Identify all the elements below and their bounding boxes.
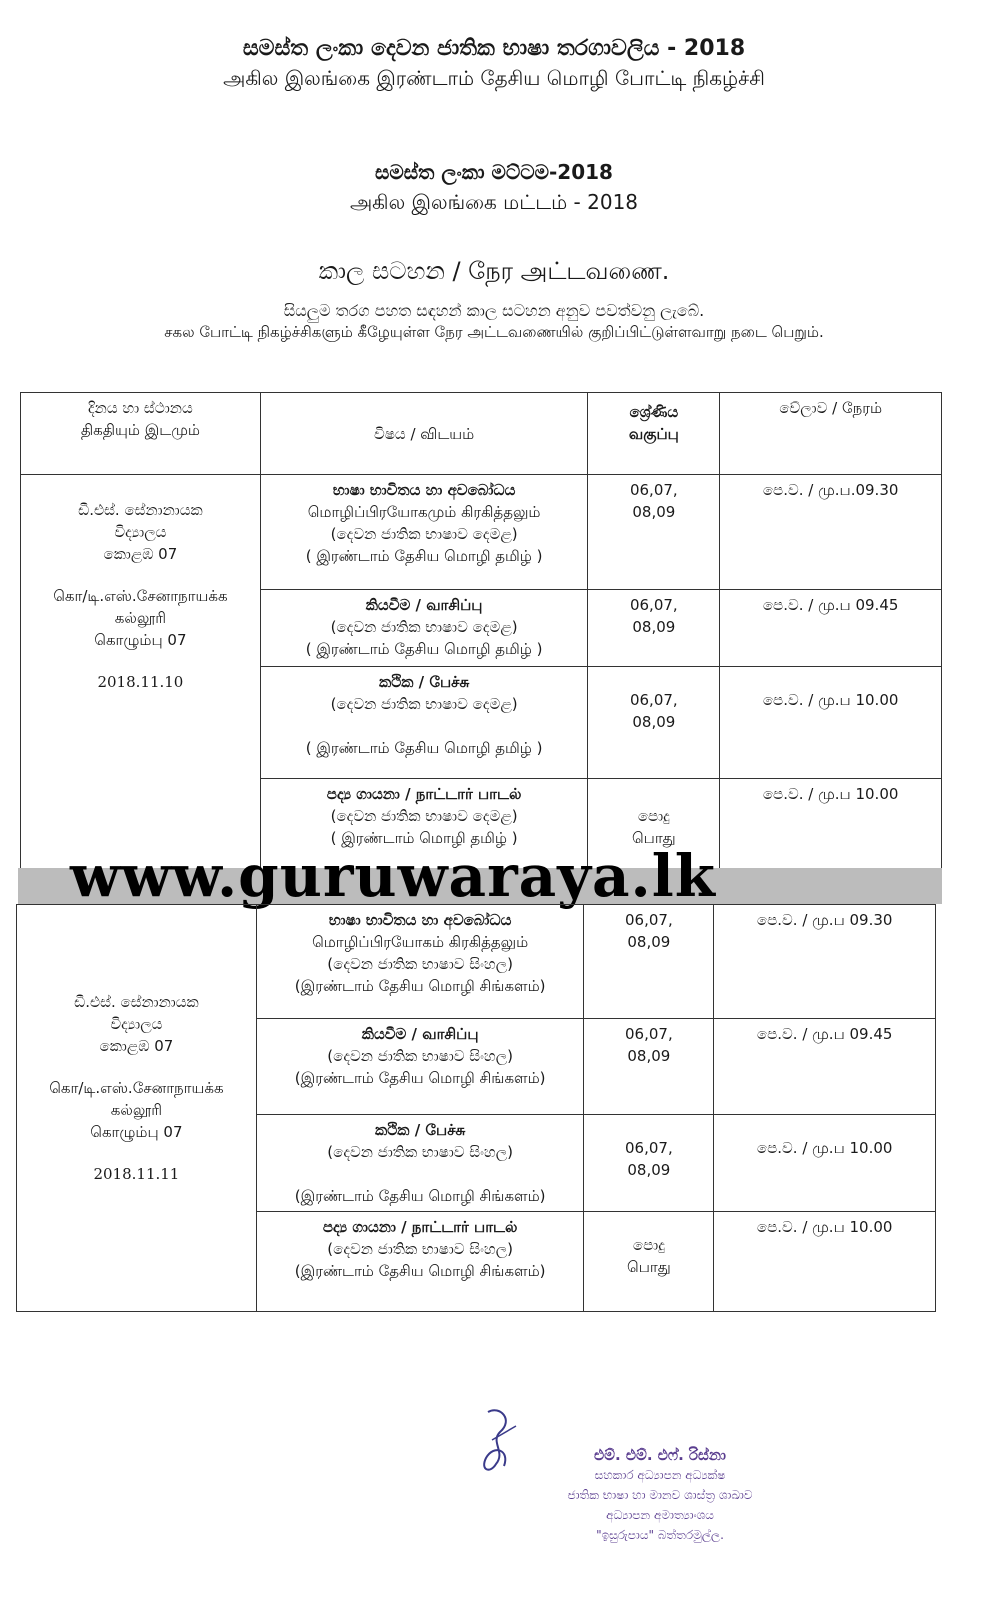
subject-cell: භාෂා භාවිතය හා අවබෝධය மொழிப்பிரயோகமும் கிரகித்தலும் (දෙවන ජාතික භාෂාව දෙමළ) ( இரண்டாம் தேசிய மொழி தமிழ் ) — [260, 475, 588, 590]
schedule-table-day2 — [16, 904, 936, 1312]
level-tamil: அகில இலங்கை மட்டம் - 2018 — [349, 190, 639, 214]
note-sinhala: සියලුම තරග පහත සඳහන් කාල සටහන අනුව පවත්වනු ලැබේ. — [283, 301, 705, 320]
venue-date: 2018.11.10 — [97, 673, 184, 691]
subject-cell: පද්‍ය ගායනා / நாட்டார் பாடல் (දෙවන ජාතික භාෂාව සිංහල) (இரண்டாம் தேசிய மொழி சிங்களம்) — [256, 1212, 584, 1312]
table-row — [17, 905, 936, 1019]
subject-cell: කියවීම / வாசிப்பு (දෙවන ජාතික භාෂාව සිංහල) (இரண்டாம் தேசிய மொழி சிங்களம்) — [256, 1019, 584, 1115]
grade-cell: 06,07, 08,09 — [584, 905, 714, 1019]
header-date-venue: දිනය හා ස්ථානය திகதியும் இடமும் — [21, 393, 261, 475]
timetable-heading: කාල සටහන / நேர அட்டவணை. — [318, 257, 670, 285]
table-row — [21, 475, 942, 590]
subject-cell: කථික / பேச்சு (දෙවන ජාතික භාෂාව සිංහල) (இரண்டாம் தேசிய மொழி சிங்களம்) — [256, 1115, 584, 1212]
venue-date: 2018.11.11 — [93, 1165, 180, 1183]
table-header-row — [21, 393, 942, 475]
subject-cell: කථික / பேச்சு (දෙවන ජාතික භාෂාව දෙමළ) ( இரண்டாம் தேசிய மொழி தமிழ் ) — [260, 667, 588, 779]
header-subject: විෂය / விடயம் — [260, 393, 588, 475]
time-cell: පෙ.ව. / மு.ப 10.00 — [720, 779, 942, 869]
grade-cell: 06,07, 08,09 — [588, 590, 720, 667]
grade-cell: පොදු பொது — [584, 1212, 714, 1312]
grade-cell: 06,07, 08,09 — [588, 667, 720, 779]
time-cell: පෙ.ව. / மு.ப 10.00 — [720, 667, 942, 779]
header-grade: ශ්‍රේණිය வகுப்பு — [588, 393, 720, 475]
title-sinhala: සමස්ත ලංකා දෙවන ජාතික භාෂා තරගාවලිය - 2018 — [242, 36, 746, 61]
level-sinhala: සමස්ත ලංකා මට්ටම-2018 — [375, 160, 613, 184]
time-cell: පෙ.ව. / மு.ப 09.30 — [714, 905, 936, 1019]
signatory-name: එම්. එම්. එෆ්. රිස්නා — [594, 1446, 726, 1464]
signatory-address: "ඉසුරුපාය" බත්තරමුල්ල. — [596, 1528, 724, 1542]
time-cell: පෙ.ව. / மு.ப.09.30 — [720, 475, 942, 590]
grade-cell: 06,07, 08,09 — [584, 1115, 714, 1212]
signatory-ministry: අධ්‍යාපන අමාත්‍යාංශය — [606, 1508, 714, 1522]
signatory-title: සහකාර අධ්‍යාපන අධ්‍යක්ෂ — [594, 1468, 726, 1482]
venue-cell: ඩී.එස්. සේනානායක විද්‍යාලය කොළඹ 07 கொ/டி.எஸ்.சேனாநாயக்க கல்லூரி கொழும்பு 07 2018.11.10 — [21, 475, 261, 869]
schedule-table-day1 — [20, 392, 942, 869]
time-cell: පෙ.ව. / மு.ப 09.45 — [714, 1019, 936, 1115]
grade-cell: පොදු பொது — [588, 779, 720, 869]
time-cell: පෙ.ව. / மு.ப 09.45 — [720, 590, 942, 667]
subject-cell: භාෂා භාවිතය හා අවබෝධය மொழிப்பிரயோகம் கிரகித்தலும் (දෙවන ජාතික භාෂාව සිංහල) (இரண்டாம் தேசிய மொழி சிங்களம்) — [256, 905, 584, 1019]
time-cell: පෙ.ව. / மு.ப 10.00 — [714, 1115, 936, 1212]
title-tamil: அகில இலங்கை இரண்டாம் தேசிய மொழி போட்டி நிகழ்ச்சி — [223, 66, 765, 90]
subject-cell: පද්‍ය ගායනා / நாட்டார் பாடல் (දෙවන ජාතික භාෂාව දෙමළ) ( இரண்டாம் மொழி தமிழ் ) — [260, 779, 588, 869]
signatory-branch: ජාතික භාෂා හා මානව ශාස්ත්‍ර ශාඛාව — [567, 1488, 753, 1502]
subject-cell: කියවීම / வாசிப்பு (දෙවන ජාතික භාෂාව දෙමළ) ( இரண்டாம் தேசிய மொழி தமிழ் ) — [260, 590, 588, 667]
grade-cell: 06,07, 08,09 — [588, 475, 720, 590]
watermark-text: www.guruwaraya.lk — [70, 842, 716, 910]
time-cell: පෙ.ව. / மு.ப 10.00 — [714, 1212, 936, 1312]
venue-cell: ඩී.එස්. සේනානායක විද්‍යාලය කොළඹ 07 கொ/டி.எஸ்.சேனாநாயக்க கல்லூரி கொழும்பு 07 2018.11.11 — [17, 905, 257, 1312]
grade-cell: 06,07, 08,09 — [584, 1019, 714, 1115]
note-tamil: சகல போட்டி நிகழ்ச்சிகளும் கீழேயுள்ள நேர அட்டவணையில் குறிப்பிட்டுள்ளவாறு நடை பெறும். — [164, 323, 824, 341]
official-stamp — [510, 1445, 810, 1545]
header-time: වේලාව / நேரம் — [720, 393, 942, 475]
